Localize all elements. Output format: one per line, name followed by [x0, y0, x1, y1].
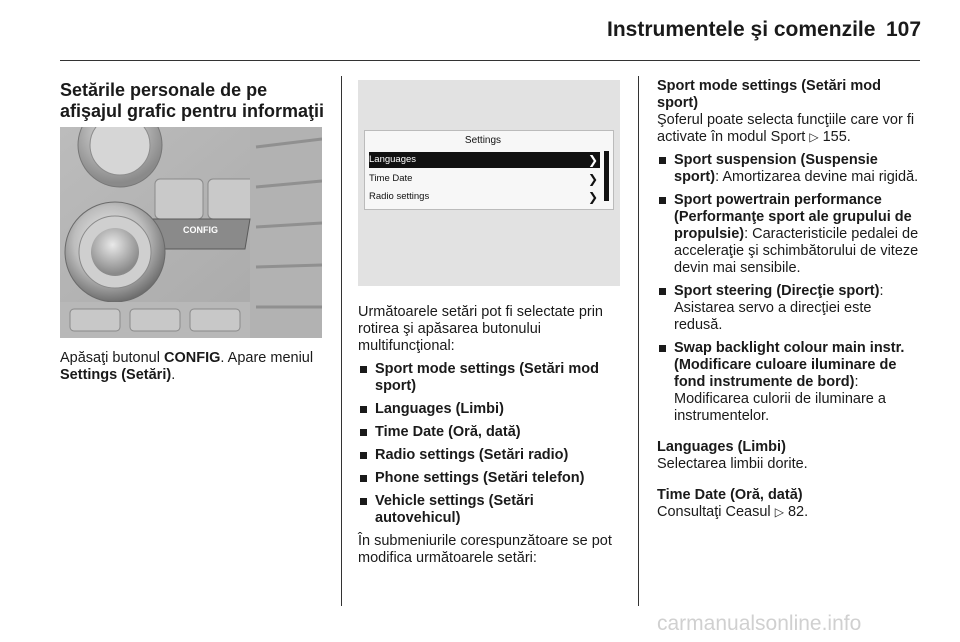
time-date-page-ref: 82.: [787, 504, 809, 520]
list-item-text: Time Date (Oră, dată): [375, 424, 521, 440]
text-config: CONFIG: [164, 350, 221, 366]
settings-screen-illustration: [358, 80, 620, 286]
list-item-text: Radio settings (Setări radio): [375, 447, 569, 463]
list-item: [358, 447, 623, 464]
column-3: [657, 78, 922, 521]
lcd-scrollbar: [604, 151, 609, 201]
settings-lcd: [364, 130, 614, 210]
config-button-photo: [60, 127, 322, 338]
list-item-description: : Caracteristicile pedalei de acceleraţie şi schimbătorului de viteze devin mai sensibile.: [674, 226, 919, 276]
list-item-description: : Asistarea servo a direcţiei este redusă.: [674, 283, 884, 333]
list-item-text: Vehicle settings (Setări autovehicul): [375, 493, 534, 526]
settings-menu-list: [358, 361, 623, 527]
languages-heading: Languages (Limbi): [657, 439, 786, 455]
header-title: Instrumentele şi comenzile: [607, 18, 876, 41]
square-bullet-icon: [360, 366, 367, 373]
list-item: [657, 192, 922, 277]
list-item: [358, 470, 623, 487]
chevron-right-icon: ❯: [587, 190, 598, 204]
column-divider-left: [341, 76, 342, 606]
square-bullet-icon: [360, 429, 367, 436]
lcd-row: [369, 189, 600, 205]
sport-heading: Sport mode settings (Setări mod sport): [657, 78, 881, 111]
list-item-title: Sport suspension (Suspensie sport): [674, 152, 878, 185]
outline-right-triangle-icon: ▷: [774, 505, 784, 519]
lcd-row-label: Languages: [369, 154, 417, 165]
list-item-title: Swap backlight colour main instr. (Modificare culoare iluminare de fond instrumente de bord): [674, 340, 905, 390]
config-button-label: CONFIG: [183, 225, 218, 235]
column-1-paragraph: [60, 350, 330, 384]
lcd-row-label: Radio settings: [369, 191, 430, 202]
square-bullet-icon: [360, 498, 367, 505]
watermark: carmanualsonline.info: [657, 612, 862, 635]
header-rule: [60, 60, 920, 61]
list-item: [657, 283, 922, 334]
square-bullet-icon: [360, 452, 367, 459]
sport-text: [657, 112, 922, 146]
submenu-intro: În submeniurile corespunzătoare se pot modifica următoarele setări:: [358, 533, 612, 566]
lcd-row: [369, 171, 600, 187]
outline-right-triangle-icon: ▷: [809, 130, 819, 144]
list-item-text: Phone settings (Setări telefon): [375, 470, 585, 486]
lcd-row-label: Time Date: [369, 173, 413, 184]
column-2: [358, 304, 623, 567]
square-bullet-icon: [360, 475, 367, 482]
list-item-text: Sport mode settings (Setări mod sport): [375, 361, 599, 394]
list-item: [358, 361, 623, 395]
lcd-row: [369, 152, 600, 168]
square-bullet-icon: [659, 197, 666, 204]
list-item: [657, 152, 922, 186]
chevron-right-icon: ❯: [587, 153, 598, 167]
languages-text: Selectarea limbii dorite.: [657, 456, 808, 472]
text-period: .: [171, 367, 176, 383]
text-settings-menu: Settings (Setări): [60, 367, 172, 383]
list-item-description: : Modificarea culorii de iluminare a instrumentelor.: [674, 374, 886, 424]
time-date-text: [657, 504, 922, 521]
list-item: [358, 493, 623, 527]
square-bullet-icon: [360, 406, 367, 413]
page-number: 107: [886, 18, 922, 41]
config-instruction: [60, 350, 330, 384]
text-apare: . Apare meniul: [220, 350, 314, 366]
square-bullet-icon: [659, 157, 666, 164]
list-item: [358, 424, 623, 441]
list-item-description: : Amortizarea devine mai rigidă.: [715, 169, 919, 185]
menu-intro: Următoarele setări pot fi selectate prin rotirea şi apăsarea butonului multifuncţional:: [358, 304, 603, 354]
sport-text-body: Şoferul poate selecta funcţiile care vor fi activate în modul Sport: [657, 112, 915, 145]
list-item-title: Sport powertrain performance (Performanţe sport ale grupului de propulsie): [674, 192, 912, 242]
time-date-body: Consultaţi Ceasul: [657, 504, 771, 520]
list-item-title: Sport steering (Direcţie sport): [674, 283, 880, 299]
sport-page-ref: 155.: [822, 129, 851, 145]
time-date-heading: Time Date (Oră, dată): [657, 487, 803, 503]
chevron-right-icon: ❯: [587, 172, 598, 186]
lcd-title: Settings: [464, 135, 502, 146]
column-1: [60, 80, 330, 122]
column-divider-right: [638, 76, 639, 606]
text-apasati: Apăsaţi butonul: [60, 350, 164, 366]
list-item: [657, 340, 922, 425]
list-item: [358, 401, 623, 418]
square-bullet-icon: [659, 288, 666, 295]
square-bullet-icon: [659, 345, 666, 352]
sport-settings-list: [657, 152, 922, 425]
list-item-text: Languages (Limbi): [375, 401, 504, 417]
section-heading: Setările personale de pe afişajul grafic pentru informaţii: [60, 80, 325, 121]
